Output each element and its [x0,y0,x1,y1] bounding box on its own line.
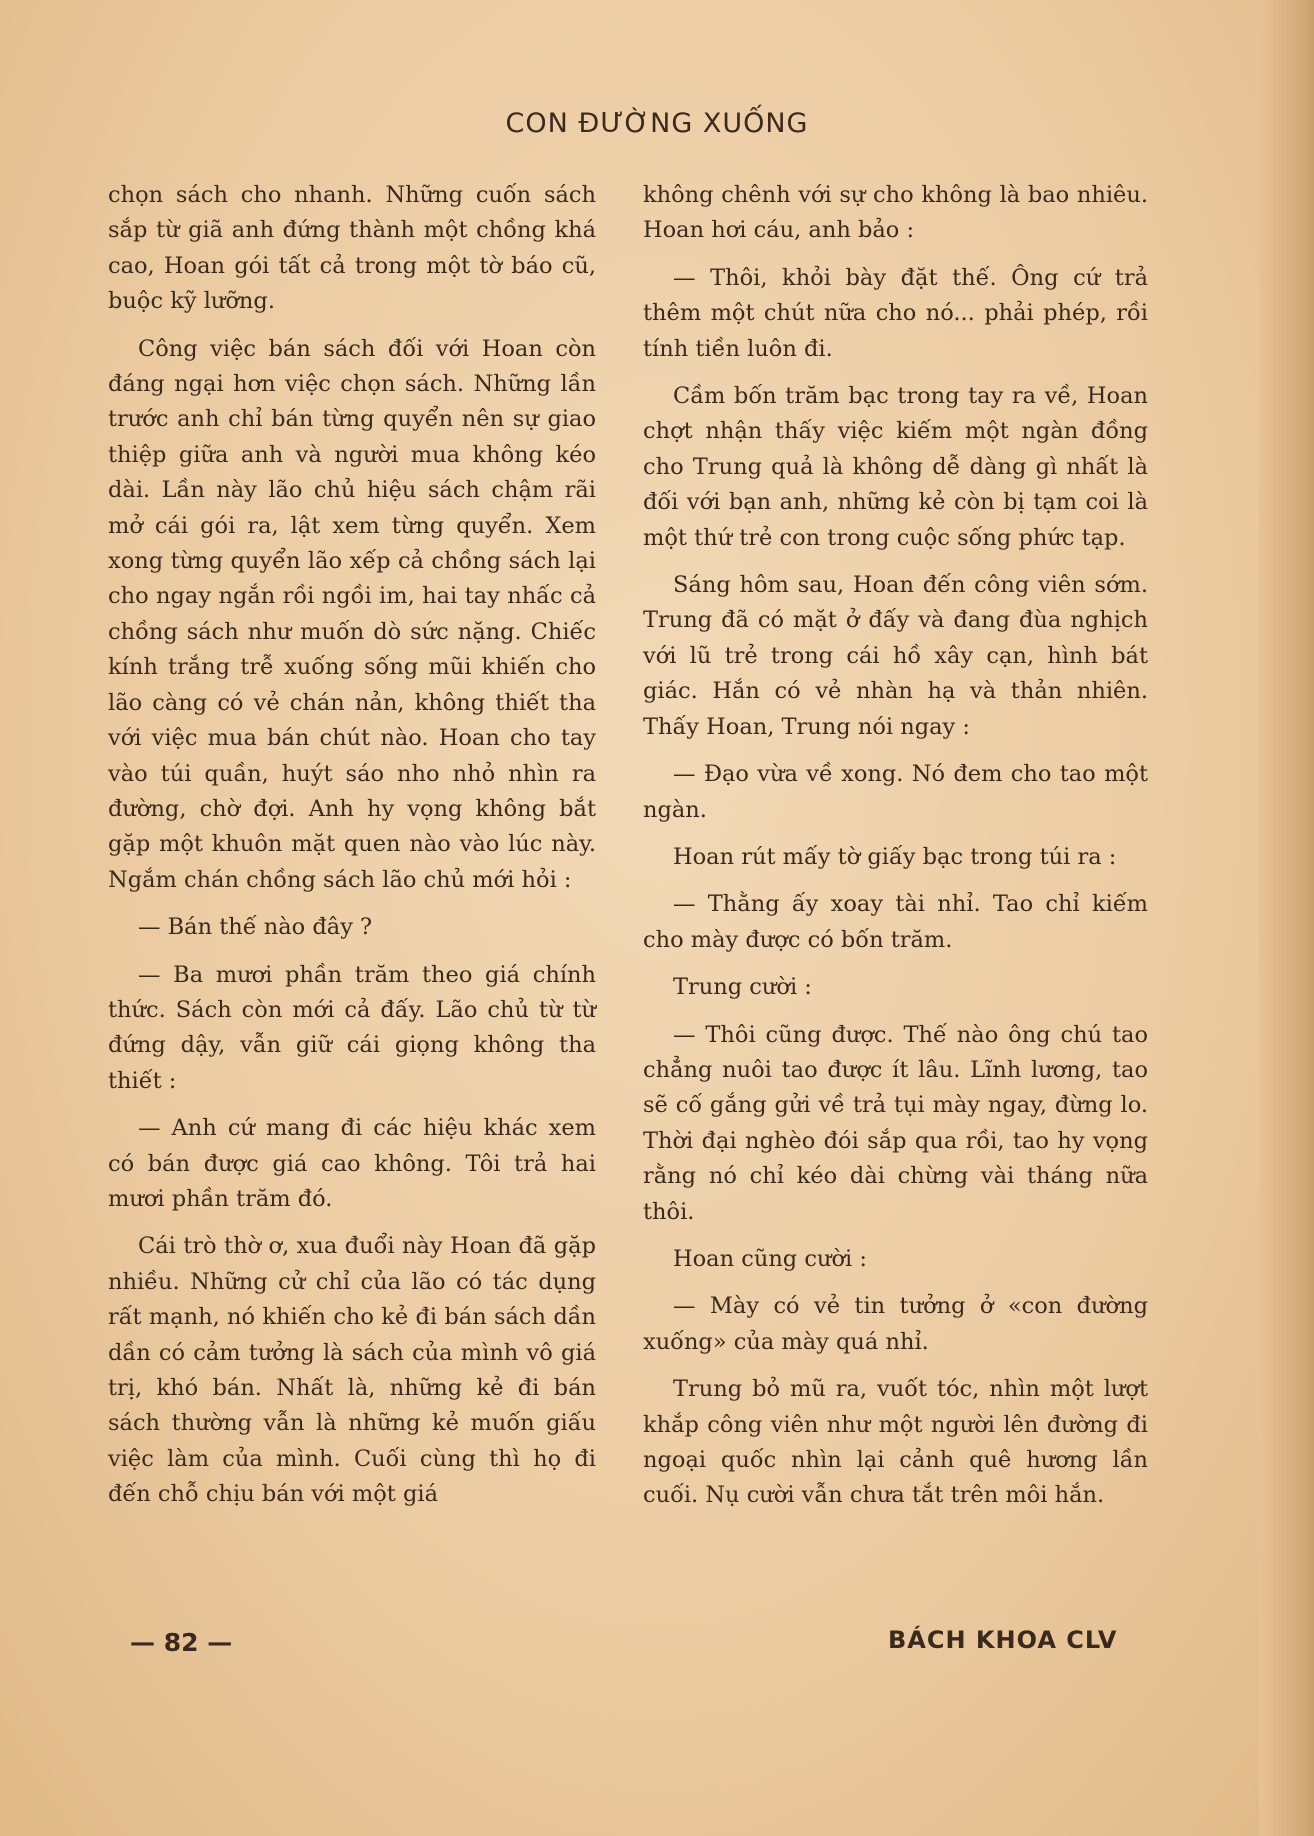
paragraph: chọn sách cho nhanh. Những cuốn sách sắp từ giã anh đứng thành một chồng khá cao, Hoan gói tất cả trong một tờ báo cũ, buộc kỹ lưỡng. [108,182,596,315]
paragraph: Hoan cũng cười : [673,1245,867,1272]
paragraph: Cái trò thờ ơ, xua đuổi này Hoan đã gặp nhiều. Những cử chỉ của lão có tác dụng rất mạnh, nó khiến cho kẻ đi bán sách dần dần có cảm tưởng là sách của mình vô giá trị, khó bán. Nhất là, những kẻ đi bán sách thường vẫn là những kẻ muốn giấu việc làm của mình. Cuối cùng thì họ đi đến chỗ chịu bán với một giá [108,1233,596,1508]
paragraph: Cầm bốn trăm bạc trong tay ra về, Hoan chợt nhận thấy việc kiếm một ngàn đồng cho Trung quả là không dễ dàng gì nhất là đối với bạn anh, những kẻ còn bị tạm coi là một thứ trẻ con trong cuộc sống phức tạp. [643,383,1148,551]
paragraph: — Mày có vẻ tin tưởng ở «con đường xuống» của mày quá nhỉ. [643,1293,1148,1355]
paragraph: — Anh cứ mang đi các hiệu khác xem có bán được giá cao không. Tôi trả hai mươi phần trăm đó. [108,1115,596,1212]
page-edge [1259,0,1314,1836]
paragraph: Trung bỏ mũ ra, vuốt tóc, nhìn một lượt khắp công viên như một người lên đường đi ngoại quốc nhìn lại cảnh quê hương lần cuối. Nụ cười vẫn chưa tắt trên môi hắn. [643,1376,1148,1509]
magazine-footer: BÁCH KHOA CLV [888,1626,1118,1654]
paragraph: Hoan rút mấy tờ giấy bạc trong túi ra : [673,843,1117,870]
paragraph: — Ba mươi phần trăm theo giá chính thức. Sách còn mới cả đấy. Lão chủ từ từ đứng dậy, vẫn giữ cái giọng không tha thiết : [108,961,596,1094]
paragraph: — Thôi cũng được. Thế nào ông chú tao chẳng nuôi tao được ít lâu. Lĩnh lương, tao sẽ cố gắng gửi về trả tụi mày ngay, đừng lo. Thời đại nghèo đói sắp qua rồi, tao hy vọng rằng nó chỉ kéo dài chừng vài tháng nữa thôi. [643,1021,1148,1225]
paragraph: Công việc bán sách đối với Hoan còn đáng ngại hơn việc chọn sách. Những lần trước anh chỉ bán từng quyển nên sự giao thiệp giữa anh và người mua không kéo dài. Lần này lão chủ hiệu sách chậm rãi mở cái gói ra, lật xem từng quyển. Xem xong từng quyển lão xếp cả chồng sách lại cho ngay ngắn rồi ngồi im, hai tay nhấc cả chồng sách như muốn dò sức nặng. Chiếc kính trắng trễ xuống sống mũi khiến cho lão càng có vẻ chán nản, không thiết tha với việc mua bán chút nào. Hoan cho tay vào túi quần, huýt sáo nho nhỏ nhìn ra đường, chờ đợi. Anh hy vọng không bắt gặp một khuôn mặt quen nào vào lúc này. Ngắm chán chồng sách lão chủ mới hỏi : [108,335,596,893]
paragraph: Sáng hôm sau, Hoan đến công viên sớm. Trung đã có mặt ở đấy và đang đùa nghịch với lũ trẻ trong cái hồ xây cạn, hình bát giác. Hắn có vẻ nhàn hạ và thản nhiên. Thấy Hoan, Trung nói ngay : [643,572,1148,740]
paragraph: — Bán thế nào đây ? [138,914,373,941]
page-number: — 82 — [130,1628,233,1657]
paragraph: không chênh với sự cho không là bao nhiêu. Hoan hơi cáu, anh bảo : [643,182,1148,244]
paragraph: — Đạo vừa về xong. Nó đem cho tao một ngàn. [643,761,1148,823]
paragraph: — Thằng ấy xoay tài nhỉ. Tao chỉ kiếm cho mày được có bốn trăm. [643,891,1148,953]
left-column [108,178,596,1525]
running-header: CON ĐƯỜNG XUỐNG [505,108,809,139]
right-column [643,178,1148,1526]
paragraph: Trung cười : [673,974,812,1001]
paragraph: — Thôi, khỏi bày đặt thế. Ông cứ trả thêm một chút nữa cho nó... phải phép, rồi tính tiền luôn đi. [643,264,1148,362]
